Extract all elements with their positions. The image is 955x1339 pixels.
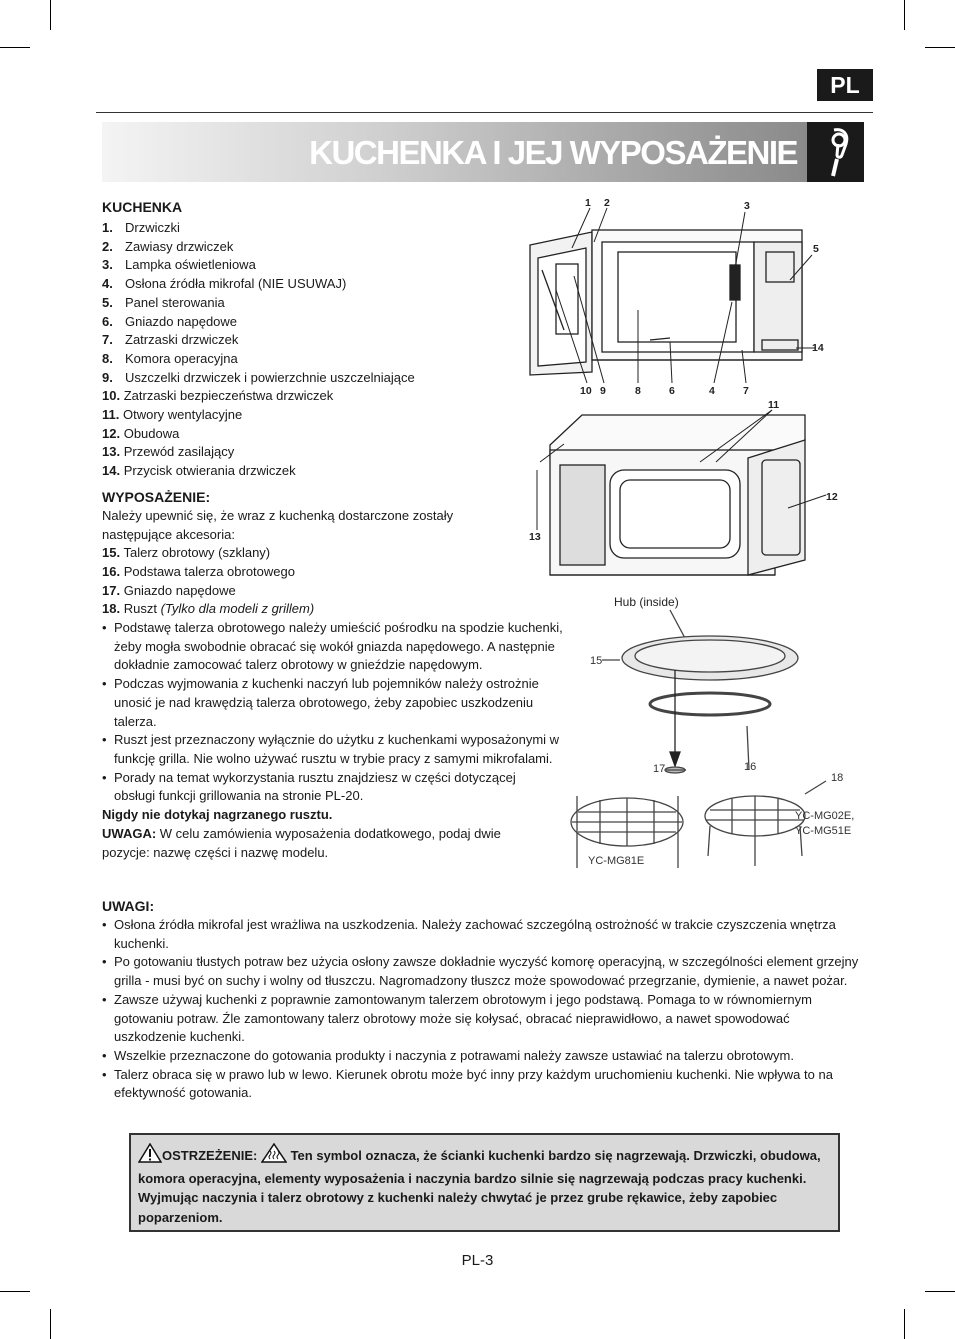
parts-list: [102, 219, 592, 481]
label-10: 10: [580, 385, 592, 397]
page-title: KUCHENKA I JEJ WYPOSAŻENIE: [309, 134, 797, 171]
label-9: 9: [600, 385, 606, 397]
microwave-diagram: [520, 190, 865, 880]
list-item: 11. Otwory wentylacyjne: [102, 407, 243, 423]
order-note: UWAGA: W celu zamówienia wyposażenia dodatkowego, podaj dwie pozycje: nazwę części i nazwę modelu.: [102, 825, 501, 860]
crop-mark: [925, 1291, 955, 1292]
language-badge: PL: [817, 69, 873, 101]
list-item: 10. Zatrzaski bezpieczeństwa drzwiczek: [102, 388, 334, 404]
list-item: • Osłona źródła mikrofal jest wrażliwa na uszkodzenia. Należy zachować szczególną ostrożność w trakcie czyszczenia wnętrza kuchenki.: [102, 916, 864, 953]
list-item: 6. Gniazdo napędowe: [102, 313, 238, 329]
list-item: 4. Osłona źródła mikrofal (NIE USUWAJ): [102, 276, 347, 292]
notes-list: [102, 916, 864, 1103]
accessories-intro: Należy upewnić się, że wraz z kuchenką dostarczone zostały następujące akcesoria:: [102, 507, 454, 542]
label-14: 14: [812, 342, 824, 354]
warning-text: Ten symbol oznacza, że ścianki kuchenki bardzo się nagrzewają. Drzwiczki, obudowa, komora operacyjna, elementy wyposażenia i naczynia bardzo silnie się nagrzewają podczas pracy kuchenki. Wyjmując naczynia i talerz obrotowy z kuchenki należy chwytać je przez grube rękawice, żeby zapobiec poparzeniom.: [138, 1148, 821, 1225]
list-item: 16. Podstawa talerza obrotowego: [102, 563, 295, 579]
title-banner: [102, 122, 807, 182]
label-4: 4: [709, 385, 715, 397]
notes-heading: UWAGI:: [102, 898, 155, 914]
label-15: 15: [590, 655, 603, 667]
label-18: 18: [831, 772, 844, 784]
list-item: • Po gotowaniu tłustych potraw bez użycia osłony zawsze dokładnie wyczyść komorę operacyjną, w szczególności element grzejny grilla - musi być on suchy i wolny od tłuszczu. Nagromadzony tłuszcz może spowodować przegrzanie, dymienie, a nawet pożar.: [102, 953, 864, 990]
list-item: 2. Zawiasy drzwiczek: [102, 238, 234, 254]
label-13: 13: [529, 531, 541, 543]
label-6: 6: [669, 385, 675, 397]
never-touch-warning: Nigdy nie dotykaj nagrzanego rusztu.: [102, 807, 333, 823]
list-item: 1. Drzwiczki: [102, 220, 180, 235]
rack-left-model: YC-MG81E: [588, 855, 645, 867]
label-11: 11: [768, 399, 780, 411]
label-8: 8: [635, 385, 641, 397]
label-7: 7: [743, 385, 749, 397]
list-item: 7. Zatrzaski drzwiczek: [102, 332, 239, 348]
warning-label: OSTRZEŻENIE:: [162, 1148, 258, 1163]
list-item: 9. Uszczelki drzwiczek i powierzchnie uszczelniające: [102, 369, 415, 385]
label-3: 3: [744, 200, 750, 212]
crop-mark: [50, 1309, 51, 1339]
crop-mark: [0, 47, 30, 48]
label-16: 16: [744, 761, 757, 773]
list-item: • Podstawę talerza obrotowego należy umieścić pośrodku na spodzie kuchenki, żeby mogła swobodnie obracać się wokół gniazda napędowego. A następnie dokładnie zamocować talerz obrotowy w gnieździe napędowym.: [102, 619, 592, 675]
list-item: 8. Komora operacyjna: [102, 350, 238, 366]
list-item: 12. Obudowa: [102, 425, 180, 441]
list-item: 13. Przewód zasilający: [102, 444, 235, 460]
list-item: • Zawsze używaj kuchenki z poprawnie zamontowanym talerzem obrotowym i jego podstawą. Pomaga to w równomiernym gotowaniu potraw. Źle zamontowany talerz obrotowy może się kołysać, obracać nieprawidłowo, a nawet spowodować uszkodzenie kuchenki.: [102, 991, 864, 1047]
section-heading-kuchenka: KUCHENKA: [102, 199, 183, 215]
rack-right-model-2: YC-MG51E: [795, 825, 852, 837]
list-item: 14. Przycisk otwierania drzwiczek: [102, 463, 296, 479]
label-1: 1: [585, 197, 591, 209]
list-item: • Podczas wyjmowania z kuchenki naczyń lub pojemników należy ostrożnie unosić je nad krawędzią talerza obrotowego, żeby zapobiec uszkodzeniu talerza.: [102, 675, 564, 731]
left-column: [102, 197, 592, 862]
info-icon: [807, 122, 864, 182]
list-item: 15. Talerz obrotowy (szklany): [102, 545, 271, 561]
warning-triangle-icon: [138, 1143, 162, 1169]
list-item: • Porady na temat wykorzystania rusztu znajdziesz w części dotyczącej obsługi funkcji grillowania na stronie PL-20.: [102, 769, 554, 806]
accessories-bullets: [102, 619, 592, 806]
notes-section: [102, 896, 864, 1103]
hub-label: Hub (inside): [614, 595, 679, 609]
page-number: PL-3: [461, 1252, 494, 1269]
label-5: 5: [813, 243, 819, 255]
section-heading-wyposazenie: WYPOSAŻENIE:: [102, 488, 211, 505]
list-item: 3. Lampka oświetleniowa: [102, 257, 256, 273]
label-12: 12: [826, 491, 838, 503]
list-item: 17. Gniazdo napędowe: [102, 582, 236, 598]
warning-box: [129, 1133, 840, 1232]
list-item: 5. Panel sterowania: [102, 294, 225, 310]
crop-mark: [50, 0, 51, 30]
label-2: 2: [604, 197, 610, 209]
crop-mark: [925, 47, 955, 48]
accessories-list: [102, 544, 592, 619]
list-item: • Wszelkie przeznaczone do gotowania produkty i naczynia z potrawami należy zawsze ustawiać na talerzu obrotowym.: [102, 1047, 864, 1066]
header-rule: [96, 112, 873, 113]
list-item: • Ruszt jest przeznaczony wyłącznie do użytku z kuchenkami wyposażonymi w funkcję grilla. Nie wolno używać rusztu w trybie pracy z samymi mikrofalami.: [102, 731, 592, 768]
list-item: 18. Ruszt (Tylko dla modeli z grillem): [102, 601, 315, 617]
hot-surface-icon: [261, 1143, 287, 1169]
crop-mark: [904, 1309, 905, 1339]
crop-mark: [904, 0, 905, 30]
label-17: 17: [653, 763, 666, 775]
rack-right-model-1: YC-MG02E,: [795, 810, 855, 822]
crop-mark: [0, 1291, 30, 1292]
list-item: • Talerz obraca się w prawo lub w lewo. Kierunek obrotu może być inny przy każdym uruchomieniu kuchenki. Nie wpływa to na efektywność gotowania.: [102, 1066, 864, 1103]
